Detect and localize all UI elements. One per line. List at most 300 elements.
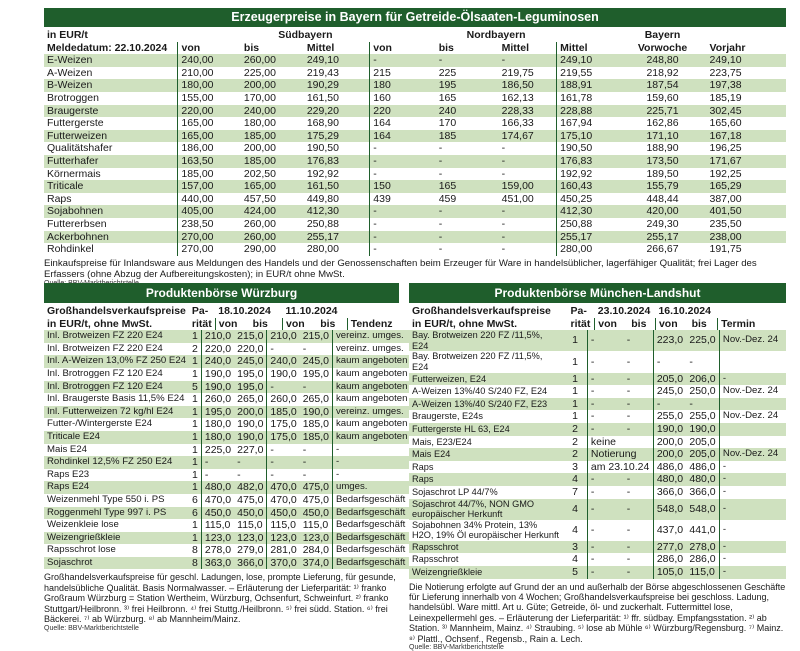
top-cell-s-bis: 165,00: [243, 180, 276, 193]
top-row: [44, 218, 786, 231]
mue-cell-p: 2: [572, 435, 578, 448]
top-row: [44, 117, 786, 130]
top-row: [44, 130, 786, 143]
mue-cell-v1: -: [587, 541, 623, 554]
top-cell-n-von: 164: [370, 117, 436, 130]
top-cell-n-von: -: [370, 142, 436, 155]
wue-cell-p: 1: [192, 355, 198, 368]
mue-cell-t: [719, 351, 786, 372]
wue-cell-v2: 175,0: [267, 418, 300, 431]
top-row: [44, 243, 786, 256]
wue-row: [44, 381, 410, 394]
top-cell-b-vj: 192,25: [709, 167, 742, 180]
top-cell-b-mit: 219,55: [557, 67, 619, 80]
top-cell-name: Raps: [47, 192, 72, 205]
top-row: [44, 180, 786, 193]
mue-cell-p: 1: [572, 385, 578, 398]
wue-cell-b2: -: [302, 468, 307, 481]
wue-cell-v2: 190,0: [267, 368, 300, 381]
col-b-vorwoche: Vorwoche: [637, 41, 688, 54]
mue-cell-v2: 205,0: [653, 373, 686, 386]
top-cell-n-mit: 186,50: [501, 79, 534, 92]
wue-cell-v1: 278,0: [201, 544, 234, 557]
mue-cell-t: [719, 423, 786, 436]
mue-col-bis2: bis: [691, 317, 707, 330]
top-cell-b-vw: 187,54: [646, 79, 679, 92]
top-cell-b-mit: 190,50: [557, 142, 619, 155]
wue-cell-b2: 374,0: [302, 556, 329, 569]
wue-cell-name: Futter-/Wintergerste E24: [47, 418, 153, 430]
mue-cell-name: Raps: [412, 461, 434, 472]
mue-cell-v2: 548,0: [653, 499, 686, 520]
wue-cell-t: kaum angeboten: [332, 431, 410, 444]
top-row: [44, 168, 786, 181]
top-row: [44, 79, 786, 92]
top-cell-s-von: 157,00: [178, 180, 241, 193]
top-cell-b-mit: 188,91: [557, 79, 619, 92]
wue-cell-v1: 225,0: [201, 444, 234, 457]
wue-cell-p: 1: [192, 418, 198, 431]
top-cell-n-von: -: [370, 205, 436, 218]
top-cell-b-vj: 167,18: [709, 129, 742, 142]
wue-cell-t: Bedarfsgeschäft: [332, 532, 410, 545]
top-cell-name: A-Weizen: [47, 66, 93, 79]
mue-cell-p: 5: [572, 566, 578, 579]
mue-row: [409, 520, 786, 541]
top-cell-s-bis: 180,00: [243, 117, 276, 130]
top-cell-n-von: -: [370, 168, 436, 181]
mue-cell-p: 1: [572, 334, 578, 347]
top-cell-n-mit: -: [501, 243, 506, 256]
mue-section: [409, 283, 786, 651]
top-cell-n-mit: 228,33: [501, 104, 534, 117]
top-cell-name: B-Weizen: [47, 79, 93, 92]
mue-head1: Großhandelsverkaufspreise: [412, 305, 551, 317]
mue-row: [409, 553, 786, 566]
top-cell-n-von: 160: [370, 92, 436, 105]
top-cell-b-mit: 412,30: [557, 205, 619, 218]
mue-cell-t: Nov.-Dez. 24: [719, 410, 786, 423]
mue-cell-v2: 255,0: [653, 410, 686, 423]
top-cell-b-vw: 448,44: [646, 192, 679, 205]
top-cell-s-von: 165,00: [178, 117, 241, 130]
mue-cell-t: Nov.-Dez. 24: [719, 330, 786, 351]
mue-cell-t: -: [719, 553, 786, 566]
wue-table: [44, 330, 410, 569]
wue-cell-name: Inl. Brotweizen FZ 220 E24: [47, 330, 163, 342]
wue-head1: Großhandelsverkaufspreise: [47, 305, 186, 317]
mue-cell-v2: 366,0: [653, 486, 686, 499]
wue-cell-b2: 475,0: [302, 481, 329, 494]
wue-cell-v1: -: [201, 469, 234, 482]
top-cell-name: Futtergerste: [47, 117, 104, 130]
top-cell-n-mit: 162,13: [501, 91, 534, 104]
wue-cell-p: 1: [192, 468, 198, 481]
top-cell-s-mit: 161,50: [306, 180, 339, 193]
mue-cell-name: Bay. Brotweizen 220 FZ /11,5%, E24: [412, 351, 543, 372]
top-cell-n-mit: -: [501, 230, 506, 243]
wue-row: [44, 469, 410, 482]
wue-cell-name: Raps E23: [47, 468, 90, 480]
mue-row: [409, 473, 786, 486]
top-cell-n-von: 439: [370, 193, 436, 206]
mue-cell-b2: 366,0: [689, 485, 716, 498]
mue-title: Produktenbörse München-Landshut: [409, 283, 786, 303]
top-cell-s-bis: 200,00: [243, 142, 276, 155]
top-cell-s-mit: 280,00: [306, 243, 339, 256]
top-cell-b-vw: 255,17: [646, 230, 679, 243]
top-cell-s-mit: 229,20: [306, 104, 339, 117]
mue-row: [409, 330, 786, 351]
top-cell-s-mit: 250,88: [306, 217, 339, 230]
mue-cell-v1: keine: [587, 436, 653, 449]
wue-cell-name: Inl. A-Weizen 13,0% FZ 250 E24: [47, 355, 187, 367]
top-cell-b-vj: 196,25: [709, 142, 742, 155]
top-unit: in EUR/t: [47, 29, 88, 41]
top-cell-s-bis: 457,50: [243, 192, 276, 205]
mue-cell-v1: -: [587, 473, 623, 486]
wue-cell-b1: 227,0: [237, 443, 264, 456]
wue-cell-v1: 220,0: [201, 343, 234, 356]
top-row: [44, 105, 786, 118]
mue-cell-t: -: [719, 520, 786, 541]
wue-cell-b2: 115,0: [302, 519, 329, 532]
wue-cell-b2: 475,0: [302, 493, 329, 506]
wue-cell-b1: 366,0: [237, 556, 264, 569]
top-cell-s-mit: 190,29: [306, 79, 339, 92]
wue-cell-t: kaum angeboten: [332, 368, 410, 381]
col-s-bis: bis: [243, 41, 260, 54]
top-cell-b-vw: 420,00: [646, 205, 679, 218]
top-cell-n-bis: 240: [438, 104, 457, 117]
col-n-von: von: [370, 42, 436, 55]
mue-cell-v1: -: [587, 499, 623, 520]
top-cell-n-von: 150: [370, 180, 436, 193]
wue-cell-v2: -: [267, 444, 300, 457]
wue-cell-t: -: [332, 444, 410, 457]
wue-cell-b1: 123,0: [237, 531, 264, 544]
wue-cell-v1: 240,0: [201, 355, 234, 368]
wue-cell-name: Inl. Brotroggen FZ 120 E24: [47, 367, 163, 379]
top-cell-s-bis: 290,00: [243, 243, 276, 256]
mue-cell-b2: 480,0: [689, 473, 716, 486]
top-cell-s-bis: 225,00: [243, 66, 276, 79]
mue-row: [409, 373, 786, 386]
top-cell-name: Futtererbsen: [47, 217, 107, 230]
mue-cell-t: Nov.-Dez. 24: [719, 448, 786, 461]
wue-cell-b1: -: [237, 468, 241, 481]
top-cell-b-vj: 238,00: [709, 230, 742, 243]
wue-row: [44, 393, 410, 406]
top-cell-n-von: -: [370, 54, 436, 67]
top-cell-s-bis: 202,50: [243, 167, 276, 180]
wue-row: [44, 444, 410, 457]
wue-cell-v1: 450,0: [201, 507, 234, 520]
top-row: [44, 205, 786, 218]
wue-cell-v1: 195,0: [201, 406, 234, 419]
wue-header: [44, 305, 399, 330]
top-cell-b-vw: 266,67: [646, 243, 679, 256]
top-cell-n-mit: 159,00: [501, 180, 534, 193]
wue-cell-b1: 190,0: [237, 430, 264, 443]
top-cell-b-vw: 173,50: [646, 154, 679, 167]
mue-cell-b2: -: [689, 355, 693, 368]
wue-cell-p: 1: [192, 481, 198, 494]
wue-cell-name: Weizenkleie lose: [47, 519, 119, 531]
wue-row: [44, 355, 410, 368]
mue-cell-b1: -: [626, 523, 631, 536]
wue-col-bis2: bis: [320, 317, 336, 330]
wue-cell-v1: 210,0: [201, 330, 234, 343]
wue-cell-p: 1: [192, 393, 198, 406]
wue-date2: 11.10.2024: [285, 305, 338, 317]
wue-cell-b1: 450,0: [237, 506, 264, 519]
mue-cell-p: 7: [572, 485, 578, 498]
wue-source: Quelle: BBV-Marktberichtstelle: [44, 624, 139, 632]
wue-cell-v2: -: [267, 469, 300, 482]
top-cell-s-bis: 170,00: [243, 91, 276, 104]
col-n-mittel: Mittel: [501, 41, 530, 54]
wue-cell-b2: 284,0: [302, 544, 329, 557]
top-cell-b-vw: 155,79: [646, 180, 679, 193]
mue-row: [409, 461, 786, 474]
top-cell-s-mit: 449,80: [306, 192, 339, 205]
wue-col-von2: von: [283, 318, 318, 331]
mue-row: [409, 486, 786, 499]
top-cell-n-von: -: [370, 231, 436, 244]
top-cell-b-vj: 387,00: [709, 192, 742, 205]
top-row: [44, 142, 786, 155]
mue-cell-b1: -: [626, 410, 631, 423]
wue-parity1: Pa-: [191, 305, 209, 317]
wue-cell-v1: 115,0: [201, 519, 234, 532]
wue-row: [44, 431, 410, 444]
top-cell-b-mit: 280,00: [557, 243, 619, 256]
top-cell-s-von: 180,00: [178, 79, 241, 92]
top-cell-b-vj: 185,19: [709, 91, 742, 104]
mue-cell-t: -: [719, 373, 786, 386]
wue-cell-name: Mais E24: [47, 443, 87, 455]
mue-cell-p: 1: [572, 355, 578, 368]
mue-row: [409, 499, 786, 520]
mue-cell-p: 4: [572, 523, 578, 536]
wue-cell-name: Inl. Braugerste Basis 11,5% E24: [47, 393, 185, 405]
wue-col-von1: von: [215, 318, 249, 331]
mue-cell-t: -: [719, 499, 786, 520]
top-cell-b-mit: 228,88: [557, 105, 619, 118]
wue-col-bis1: bis: [252, 317, 268, 330]
mue-cell-b1: -: [626, 355, 631, 368]
wue-row: [44, 481, 410, 494]
mue-cell-name: Rapsschrot: [412, 554, 459, 565]
wue-cell-t: -: [332, 469, 410, 482]
top-cell-s-von: 163,50: [178, 155, 241, 168]
mue-row: [409, 385, 786, 398]
top-cell-n-mit: -: [501, 217, 506, 230]
top-row: [44, 67, 786, 80]
top-cell-s-bis: 200,00: [243, 79, 276, 92]
wue-row: [44, 544, 410, 557]
wue-head2: in EUR/t, ohne MwSt.: [47, 317, 152, 330]
mue-cell-p: 2: [572, 422, 578, 435]
mue-cell-b2: 225,0: [689, 334, 716, 347]
mue-cell-v2: 486,0: [653, 461, 686, 474]
mue-parity2: rität: [570, 317, 591, 330]
mue-cell-name: Futtergerste HL 63, E24: [412, 423, 510, 434]
mue-cell-v2: 286,0: [653, 553, 686, 566]
wue-row: [44, 557, 410, 570]
top-cell-n-mit: -: [501, 167, 506, 180]
wue-cell-t: Bedarfsgeschäft: [332, 494, 410, 507]
top-cell-s-von: 165,00: [178, 130, 241, 143]
top-cell-n-bis: -: [438, 54, 443, 67]
top-cell-n-von: -: [370, 218, 436, 231]
top-cell-s-mit: 175,29: [306, 129, 339, 142]
mue-cell-v2: 200,0: [653, 448, 686, 461]
top-cell-b-vj: 171,67: [709, 154, 742, 167]
top-cell-b-vw: 188,90: [646, 142, 679, 155]
mue-cell-b2: -: [689, 397, 693, 410]
mue-cell-t: -: [719, 566, 786, 579]
mue-cell-p: 2: [572, 448, 578, 461]
top-cell-s-mit: 192,92: [306, 167, 339, 180]
col-s-von: von: [178, 42, 241, 55]
wue-row: [44, 368, 410, 381]
top-row: [44, 231, 786, 244]
top-cell-name: Futterweizen: [47, 129, 108, 142]
top-cell-n-bis: 170: [438, 117, 457, 130]
wue-cell-v2: 260,0: [267, 393, 300, 406]
mue-cell-p: 4: [572, 553, 578, 566]
wue-cell-v2: 240,0: [267, 355, 300, 368]
wue-cell-name: Weizenmehl Type 550 i. PS: [47, 493, 165, 505]
wue-cell-name: Inl. Brotweizen FZ 220 E24: [47, 342, 163, 354]
mue-cell-v1: -: [587, 486, 623, 499]
wue-cell-p: 1: [192, 330, 198, 343]
mue-cell-v1: -: [587, 385, 623, 398]
wue-cell-t: vereinz. umges.: [332, 406, 410, 419]
top-cell-b-vj: 165,29: [709, 180, 742, 193]
wue-cell-t: Bedarfsgeschäft: [332, 507, 410, 520]
mue-row: [409, 398, 786, 411]
wue-cell-b1: 190,0: [237, 418, 264, 431]
mue-cell-b1: -: [626, 422, 631, 435]
wue-date1: 18.10.2024: [218, 305, 271, 317]
top-cell-n-bis: 459: [438, 192, 457, 205]
top-row: [44, 193, 786, 206]
top-cell-b-vj: 197,38: [709, 79, 742, 92]
wue-cell-b2: -: [302, 443, 307, 456]
wue-row: [44, 532, 410, 545]
mue-cell-v1: -: [587, 410, 623, 423]
mue-cell-name: Sojaschrot 44/7%, NON GMO europäischer Herkunft: [412, 498, 535, 520]
wue-cell-p: 1: [192, 531, 198, 544]
top-cell-n-bis: 195: [438, 79, 457, 92]
mue-cell-name: Futterweizen, E24: [412, 373, 487, 384]
top-cell-name: Brotroggen: [47, 91, 99, 104]
wue-cell-b2: 450,0: [302, 506, 329, 519]
wue-cell-v2: 123,0: [267, 532, 300, 545]
top-cell-b-mit: 175,10: [557, 130, 619, 143]
wue-cell-v1: 190,0: [201, 381, 234, 394]
mue-cell-v2: 223,0: [653, 330, 686, 351]
top-cell-s-von: 220,00: [178, 105, 241, 118]
mue-date2: 16.10.2024: [658, 305, 711, 317]
top-cell-b-mit: 450,25: [557, 193, 619, 206]
top-cell-n-mit: 451,00: [501, 192, 534, 205]
wue-cell-v1: 260,0: [201, 393, 234, 406]
mue-cell-b2: 278,0: [689, 540, 716, 553]
mue-cell-name: Rapsschrot: [412, 541, 459, 552]
wue-cell-v2: 450,0: [267, 507, 300, 520]
top-cell-s-mit: 176,83: [306, 154, 339, 167]
mue-cell-p: 4: [572, 473, 578, 486]
mue-cell-b1: -: [626, 553, 631, 566]
mue-cell-v1: -: [587, 373, 623, 386]
mue-cell-name: Mais, E23/E24: [412, 436, 472, 447]
wue-cell-b1: 475,0: [237, 493, 264, 506]
mue-cell-v2: 105,0: [653, 566, 686, 579]
wue-cell-v1: 123,0: [201, 532, 234, 545]
wue-cell-t: -: [332, 456, 410, 469]
wue-cell-b2: 123,0: [302, 531, 329, 544]
col-n-bis: bis: [438, 41, 454, 54]
top-cell-n-bis: -: [438, 243, 443, 256]
top-cell-b-vw: 249,30: [646, 217, 679, 230]
wue-title: Produktenbörse Würzburg: [44, 283, 399, 303]
top-cell-b-mit: 160,43: [557, 180, 619, 193]
mue-col-von2: von: [655, 318, 688, 331]
wue-cell-t: kaum angeboten: [332, 381, 410, 394]
top-cell-n-mit: -: [501, 205, 506, 218]
top-cell-s-mit: 412,30: [306, 205, 339, 218]
top-cell-s-mit: 219,43: [306, 66, 339, 79]
top-cell-n-mit: 174,67: [501, 129, 534, 142]
wue-cell-b2: -: [302, 456, 307, 469]
top-cell-s-mit: 161,50: [306, 91, 339, 104]
mue-cell-v2: 277,0: [653, 541, 686, 554]
wue-row: [44, 519, 410, 532]
mue-cell-t: -: [719, 486, 786, 499]
mue-cell-name: A-Weizen 13%/40 S/240 FZ, E24: [412, 386, 548, 397]
wue-row: [44, 507, 410, 520]
wue-cell-b2: 265,0: [302, 393, 329, 406]
top-title: Erzeugerpreise in Bayern für Getreide-Ölsaaten-Leguminosen: [44, 8, 786, 27]
mue-cell-b2: 205,0: [689, 435, 716, 448]
mue-cell-t: Nov.-Dez. 24: [719, 385, 786, 398]
top-cell-b-vw: 225,71: [646, 104, 679, 117]
top-cell-n-bis: 225: [438, 66, 457, 79]
top-note: Einkaufspreise für Inlandsware aus Meldungen des Handels und der Genossenschaften beim Erzeuger für Ware in handelsüblicher, lagerfähiger Qualität; frei Lager des Erfassers (ohne Abzug der Aufbereitungskosten); in EUR/t ohne MwSt.: [44, 257, 757, 280]
top-cell-b-vj: 223,75: [709, 66, 742, 79]
top-cell-s-mit: 168,90: [306, 117, 339, 130]
mue-cell-t: -: [719, 541, 786, 554]
top-cell-b-vw: 159,60: [646, 91, 679, 104]
top-cell-s-von: 238,50: [178, 218, 241, 231]
wue-col-tendenz: Tendenz: [347, 318, 399, 331]
top-cell-n-bis: -: [438, 217, 443, 230]
mue-cell-p: 4: [572, 502, 578, 515]
top-cell-name: E-Weizen: [47, 54, 93, 67]
wue-cell-t: vereinz. umges.: [332, 343, 410, 356]
top-cell-n-von: 220: [370, 105, 436, 118]
wue-cell-b1: 195,0: [237, 367, 264, 380]
wue-cell-p: 6: [192, 506, 198, 519]
wue-cell-v1: 180,0: [201, 431, 234, 444]
mue-cell-b1: -: [626, 334, 631, 347]
wue-cell-v2: 470,0: [267, 481, 300, 494]
mue-cell-v1: -: [587, 566, 623, 579]
